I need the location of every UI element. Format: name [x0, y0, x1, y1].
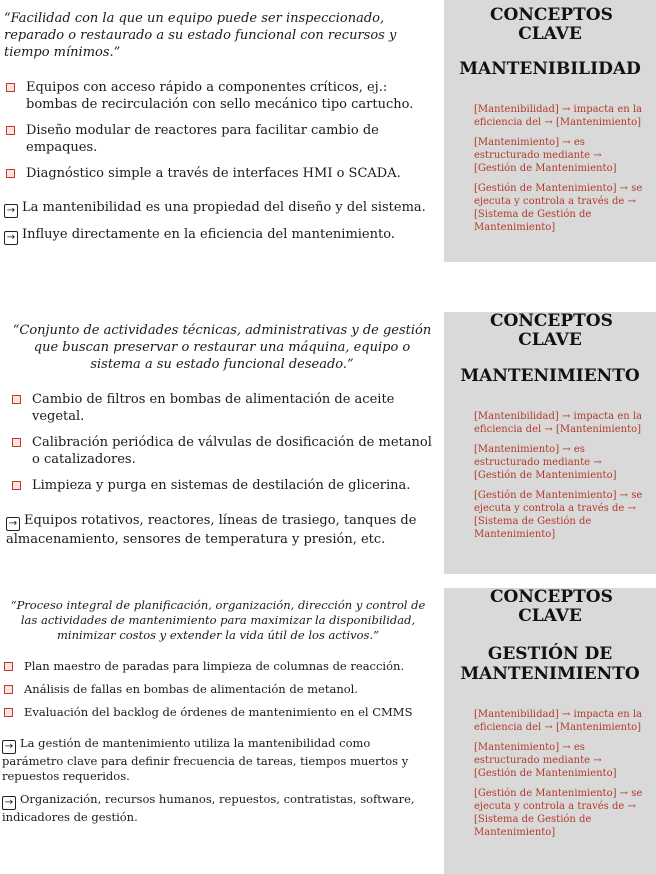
arrow-right-icon: → — [2, 796, 16, 810]
note: → La gestión de mantenimiento utiliza la mantenibilidad como parámetro clave para definir frecuencia de tareas, tiempos muertos y repuestos requeridos. — [2, 736, 409, 783]
checkbox-bullet-icon — [6, 169, 15, 178]
relation-item: [Mantenimiento] → es estructurado mediante → [Gestión de Mantenimiento] — [474, 137, 617, 174]
note: → Influye directamente en la eficiencia del mantenimiento. — [4, 226, 434, 245]
examples-list — [4, 79, 434, 182]
checkbox-bullet-icon — [4, 708, 13, 717]
examples-list — [2, 659, 434, 720]
concept-relations — [444, 103, 656, 234]
section-mantenimiento — [0, 312, 656, 574]
key-concepts-panel — [444, 0, 656, 262]
note: → Equipos rotativos, reactores, líneas de trasiego, tanques de almacenamiento, sensores de temperatura y presión, etc. — [6, 513, 417, 547]
concept-term: MANTENIMIENTO — [460, 366, 640, 386]
list-item: Análisis de fallas en bombas de alimentación de metanol. — [2, 682, 434, 697]
relation-item: [Gestión de Mantenimiento] → se ejecuta y controla a través de → [Sistema de Gestión de Mantenimiento] — [474, 490, 643, 540]
arrow-right-icon: → — [4, 231, 18, 245]
list-item: Limpieza y purga en sistemas de destilación de glicerina. — [10, 477, 434, 494]
definition-quote: “Proceso integral de planificación, organización, dirección y control de las actividades de mantenimiento para maximizar la disponibilidad, minimizar costos y extender la vida útil de los activos.” — [10, 598, 426, 642]
checkbox-bullet-icon — [4, 662, 13, 671]
key-concepts-heading: CONCEPTOS CLAVE — [490, 5, 613, 44]
arrow-right-icon: → — [6, 517, 20, 531]
list-item: Cambio de filtros en bombas de alimentación de aceite vegetal. — [10, 391, 434, 425]
relation-item: [Gestión de Mantenimiento] → se ejecuta y controla a través de → [Sistema de Gestión de Mantenimiento] — [474, 183, 643, 233]
key-concepts-panel — [444, 588, 656, 874]
examples-list — [10, 391, 434, 494]
relation-item: [Mantenimiento] → es estructurado mediante → [Gestión de Mantenimiento] — [474, 742, 617, 779]
note: → Organización, recursos humanos, repuestos, contratistas, software, indicadores de gestión. — [2, 792, 415, 824]
concept-relations — [444, 708, 656, 839]
checkbox-bullet-icon — [12, 395, 21, 404]
key-concepts-heading: CONCEPTOS CLAVE — [490, 587, 613, 626]
checkbox-bullet-icon — [12, 481, 21, 490]
relation-item: [Mantenibilidad] → impacta en la eficiencia del → [Mantenimiento] — [474, 104, 643, 128]
list-item: Evaluación del backlog de órdenes de mantenimiento en el CMMS — [2, 705, 434, 720]
checkbox-bullet-icon — [12, 438, 21, 447]
definition-quote: “Facilidad con la que un equipo puede ser inspeccionado, reparado o restaurado a su estado funcional con recursos y tiempo mínimos.” — [4, 11, 397, 60]
checkbox-bullet-icon — [6, 126, 15, 135]
relation-item: [Mantenimiento] → es estructurado mediante → [Gestión de Mantenimiento] — [474, 444, 617, 481]
note: → La mantenibilidad es una propiedad del diseño y del sistema. — [4, 199, 434, 218]
list-item: Equipos con acceso rápido a componentes críticos, ej.: bombas de recirculación con sello mecánico tipo cartucho. — [4, 79, 434, 113]
definition-quote: “Conjunto de actividades técnicas, administrativas y de gestión que buscan preservar o restaurar una máquina, equipo o sistema a su estado funcional deseado.” — [12, 323, 432, 372]
key-concepts-heading: CONCEPTOS CLAVE — [490, 311, 613, 350]
list-item: Diseño modular de reactores para facilitar cambio de empaques. — [4, 122, 434, 156]
section-mantenibilidad — [0, 0, 656, 262]
arrow-right-icon: → — [4, 204, 18, 218]
concept-term: MANTENIBILIDAD — [459, 59, 641, 79]
list-item: Plan maestro de paradas para limpieza de columnas de reacción. — [2, 659, 434, 674]
content-column — [0, 312, 440, 548]
list-item: Diagnóstico simple a través de interfaces HMI o SCADA. — [4, 165, 434, 182]
relation-item: [Mantenibilidad] → impacta en la eficiencia del → [Mantenimiento] — [474, 709, 643, 733]
checkbox-bullet-icon — [6, 83, 15, 92]
content-column — [0, 588, 440, 825]
relation-item: [Gestión de Mantenimiento] → se ejecuta y controla a través de → [Sistema de Gestión de Mantenimiento] — [474, 788, 643, 838]
concept-term: GESTIÓN DE MANTENIMIENTO — [460, 644, 640, 684]
concept-relations — [444, 410, 656, 541]
content-column — [0, 0, 440, 245]
list-item: Calibración periódica de válvulas de dosificación de metanol o catalizadores. — [10, 434, 434, 468]
relation-item: [Mantenibilidad] → impacta en la eficiencia del → [Mantenimiento] — [474, 411, 643, 435]
checkbox-bullet-icon — [4, 685, 13, 694]
key-concepts-panel — [444, 312, 656, 574]
arrow-right-icon: → — [2, 740, 16, 754]
section-gestion-de-mantenimiento — [0, 588, 656, 874]
